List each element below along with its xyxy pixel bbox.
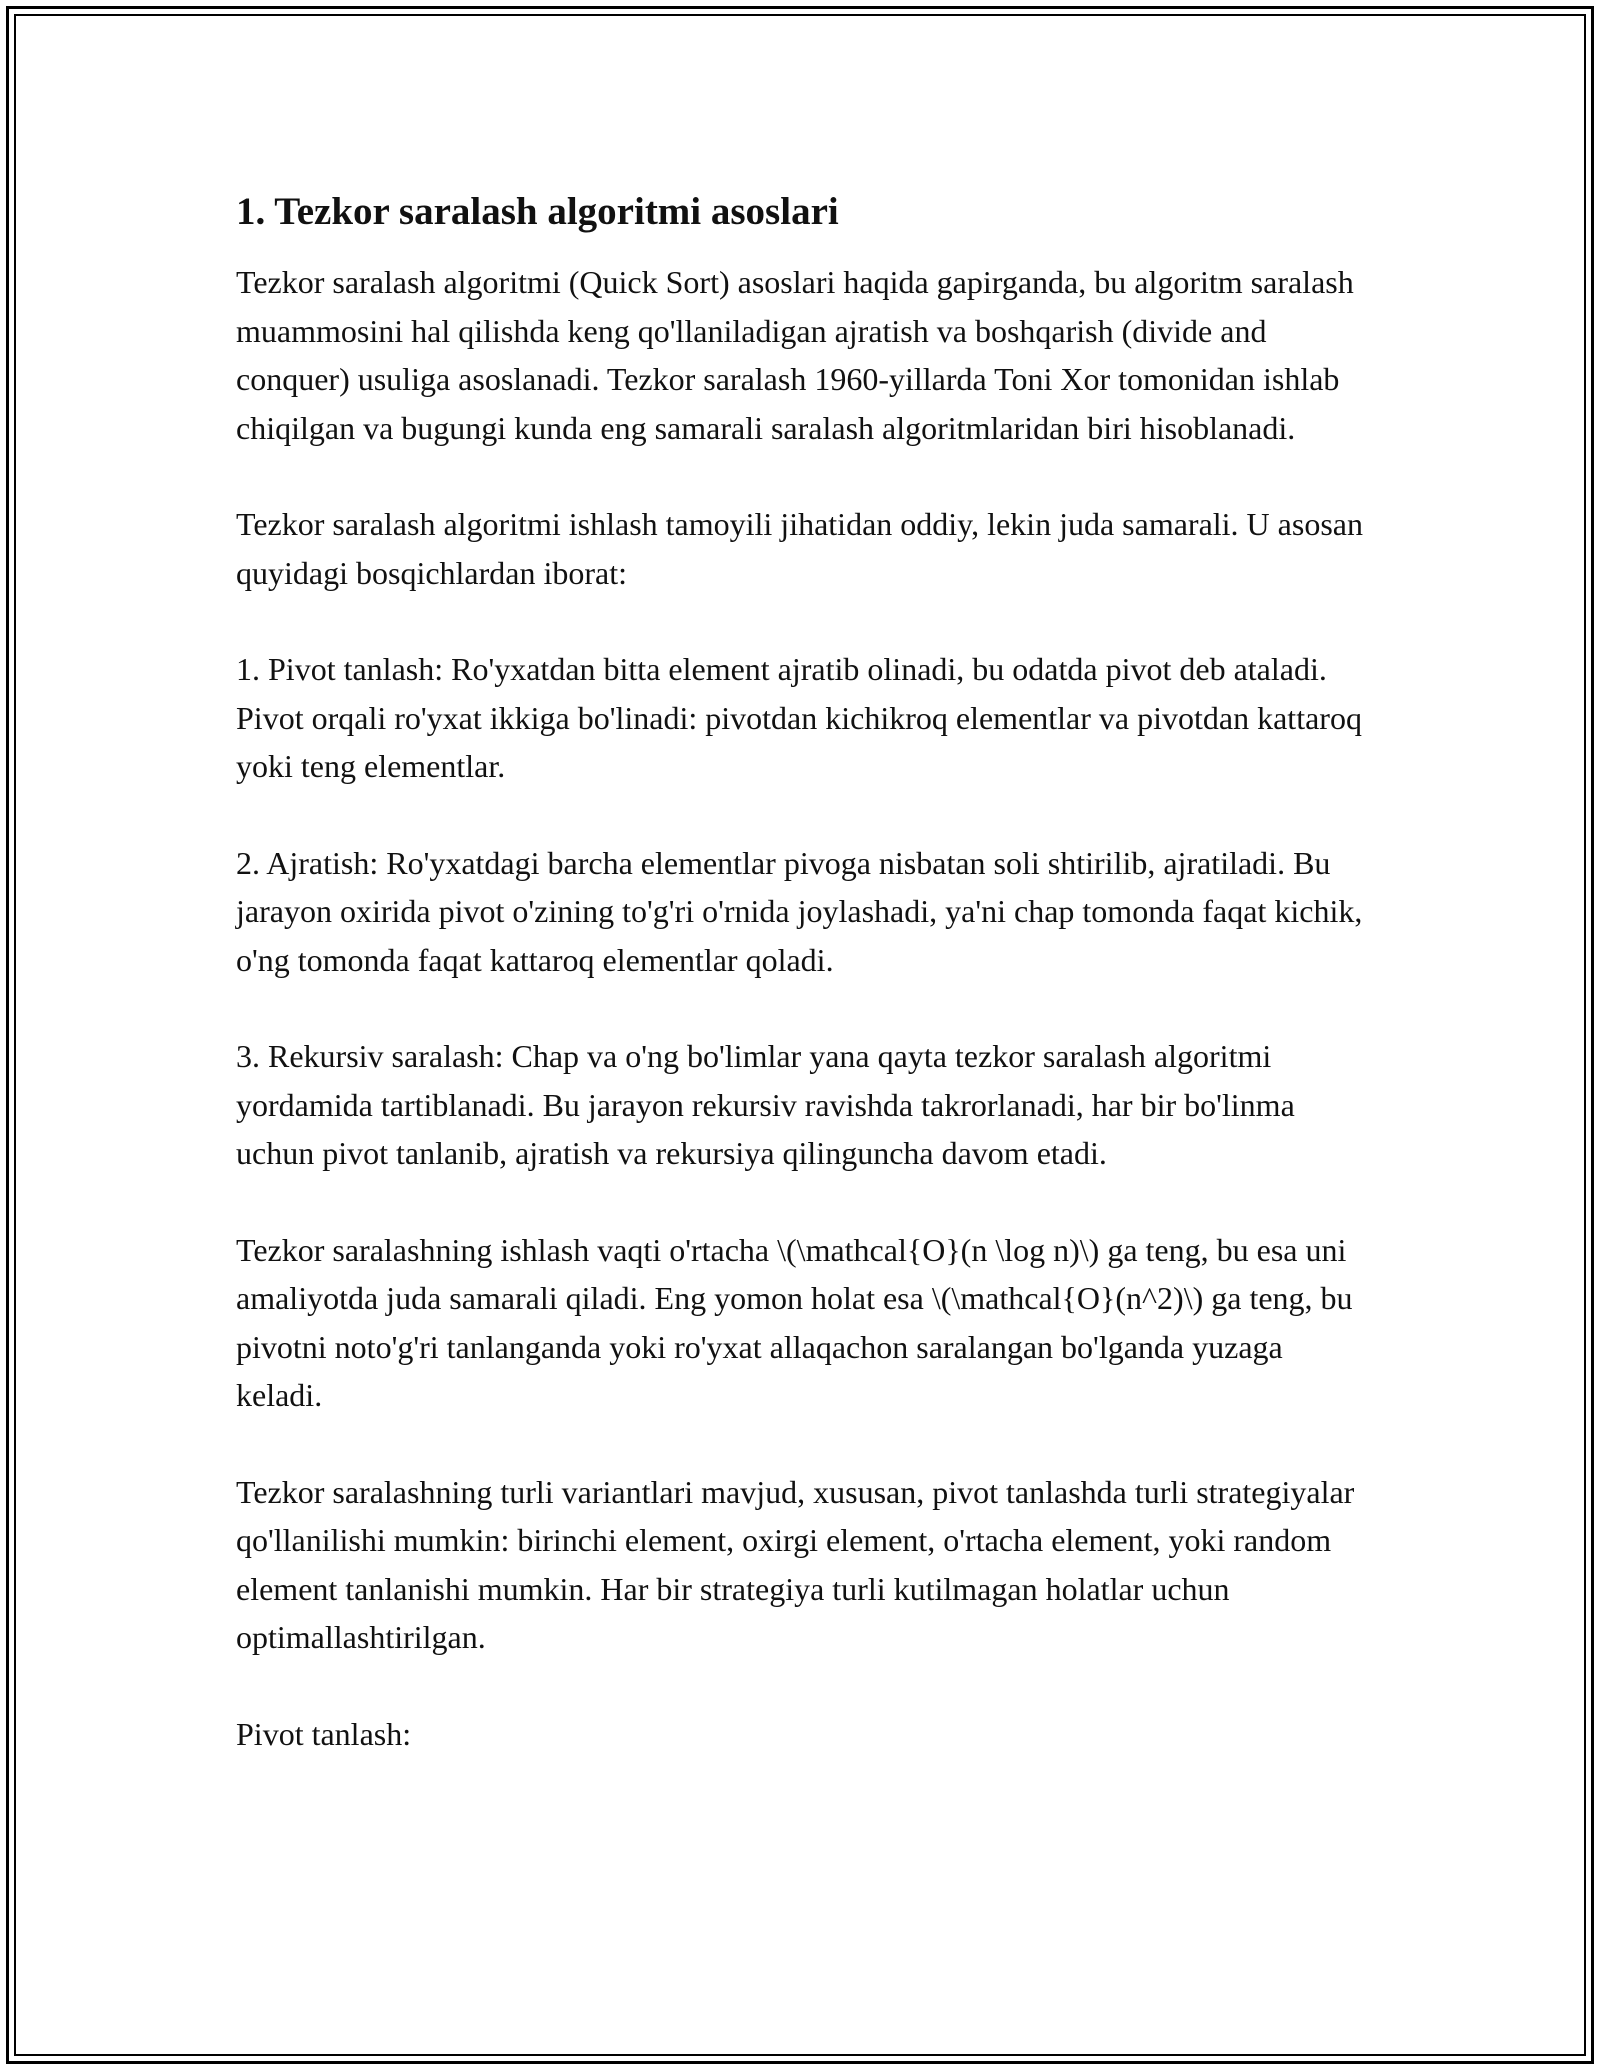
paragraph-variants: Tezkor saralashning turli variantlari mavjud, xususan, pivot tanlashda turli strategiyalar qo'llanilishi mumkin: birinchi element, oxirgi element, o'rtacha element, yoki random element tanlanishi mumkin. Har bir strategiya turli kutilmagan holatlar uchun optimallashtirilgan. bbox=[236, 1473, 1355, 1655]
paragraph-principle: Tezkor saralash algoritmi ishlash tamoyili jihatidan oddiy, lekin juda samarali. U asosan quyidagi bosqichlardan iborat: bbox=[236, 506, 1363, 591]
paragraph-step-3: 3. Rekursiv saralash: Chap va o'ng bo'limlar yana qayta tezkor saralash algoritmi yordamida tartiblanadi. Bu jarayon rekursiv ravishda takrorlanadi, har bir bo'linma uchun pivot tanlanib, ajratish va rekursiya qilinguncha davom etadi. bbox=[236, 1038, 1295, 1171]
paragraph-complexity: Tezkor saralashning ishlash vaqti o'rtacha \(\mathcal{O}(n \log n)\) ga teng, bu esa uni amaliyotda juda samarali qiladi. Eng yomon holat esa \(\mathcal{O}(n^2)\) ga teng, bu pivotni noto'g'ri tanlanganda yoki ro'yxat allaqachon saralangan bo'lganda yuzaga keladi. bbox=[236, 1231, 1353, 1413]
paragraph-pivot-heading: Pivot tanlash: bbox=[236, 1715, 412, 1752]
paragraph-step-1: 1. Pivot tanlash: Ro'yxatdan bitta element ajratib olinadi, bu odatda pivot deb ataladi. Pivot orqali ro'yxat ikkiga bo'linadi: pivotdan kichikroq elementlar va pivotdan kattaroq yoki teng elementlar. bbox=[236, 651, 1362, 784]
section-heading: 1. Tezkor saralash algoritmi asoslari bbox=[236, 190, 839, 233]
paragraph-intro: Tezkor saralash algoritmi (Quick Sort) asoslari haqida gapirganda, bu algoritm saralash muammosini hal qilishda keng qo'llaniladigan ajratish va boshqarish (divide and conquer) usuliga asoslanadi. Tezkor saralash 1960-yillarda Toni Xor tomonidan ishlab chiqilgan va bugungi kunda eng samarali saralash algoritmlaridan biri hisoblanadi. bbox=[236, 264, 1354, 446]
paragraph-step-2: 2. Ajratish: Ro'yxatdagi barcha elementlar pivoga nisbatan soli shtirilib, ajratiladi. Bu jarayon oxirida pivot o'zining to'g'ri o'rnida joylashadi, ya'ni chap tomonda faqat kichik, o'ng tomonda faqat kattaroq elementlar qoladi. bbox=[236, 844, 1363, 978]
document-body bbox=[236, 186, 1366, 1806]
